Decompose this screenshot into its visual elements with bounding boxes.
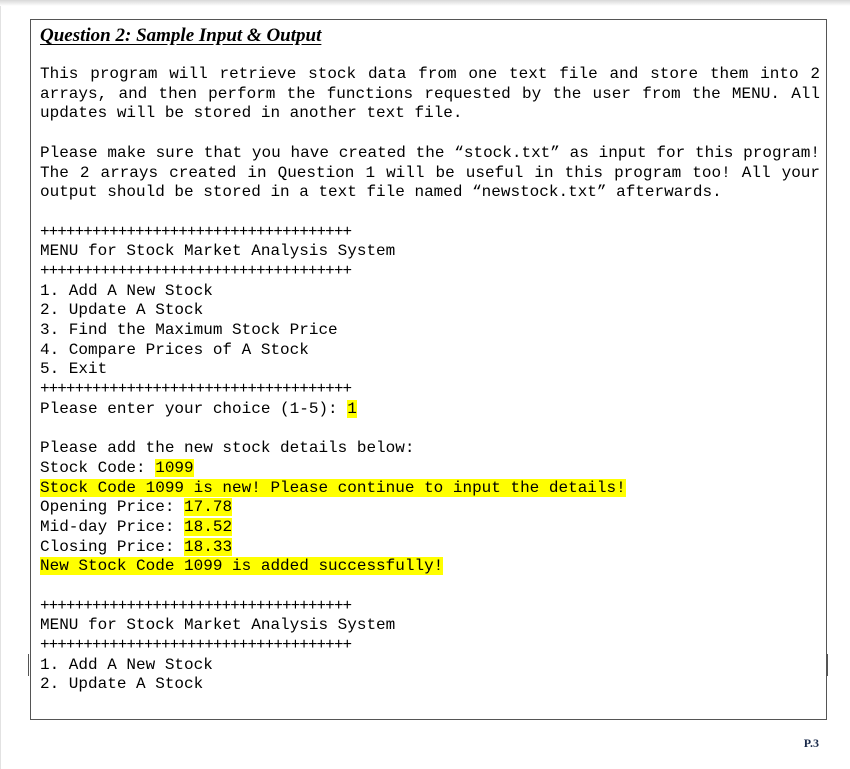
menu-option-exit: 5. Exit [40,360,108,379]
opening-price-value: 17.78 [184,498,233,517]
success-message-line [40,557,820,577]
opening-price-line [40,498,820,518]
add-stock-header: Please add the new stock details below: [40,439,415,458]
opening-price-label: Opening Price: [40,498,185,517]
choice-prompt: Please enter your choice (1-5): [40,399,348,418]
menu-separator: ++++++++++++++++++++++++++++++++++++ [40,222,352,241]
crop-mark-left [28,654,29,676]
menu-option-add: 1. Add A New Stock [40,655,213,674]
page-number: P.3 [803,736,819,750]
menu-option-max: 3. Find the Maximum Stock Price [40,321,338,340]
menu-heading: MENU for Stock Market Analysis System [40,242,396,261]
midday-price-label: Mid-day Price: [40,517,185,536]
stock-code-label: Stock Code: [40,458,156,477]
new-stock-message-line [40,479,820,499]
menu-option-update: 2. Update A Stock [40,301,204,320]
midday-price-value: 18.52 [184,517,233,536]
intro-paragraph-1: This program will retrieve stock data from one text file and store them into 2 arrays, and then perform the functions requested by the user from the MENU. All updates will be stored in another text file. [40,65,820,123]
console-content [40,65,820,695]
menu-heading: MENU for Stock Market Analysis System [40,616,396,635]
closing-price-line [40,538,820,558]
intro-paragraph-2: Please make sure that you have created the “stock.txt” as input for this program! The 2 arrays created in Question 1 will be useful in this program too! All your output should be stored in a text file named “newstock.txt” afterwards. [40,143,820,202]
crop-mark-right [827,654,828,676]
menu-separator: ++++++++++++++++++++++++++++++++++++ [40,380,352,399]
stock-code-value: 1099 [155,458,194,477]
midday-price-line [40,518,820,538]
page-top-shadow [0,0,850,6]
sample-io-box [30,19,827,720]
closing-price-value: 18.33 [184,537,233,556]
menu-separator: ++++++++++++++++++++++++++++++++++++ [40,596,352,615]
menu-separator: ++++++++++++++++++++++++++++++++++++ [40,636,352,655]
stock-code-line [40,459,820,479]
menu-option-update: 2. Update A Stock [40,675,204,694]
success-message: New Stock Code 1099 is added successfully! [40,557,444,576]
choice-input-value: 1 [347,399,357,418]
closing-price-label: Closing Price: [40,537,185,556]
menu-option-add: 1. Add A New Stock [40,281,213,300]
section-title: Question 2: Sample Input & Output [40,25,322,46]
menu-option-compare: 4. Compare Prices of A Stock [40,340,309,359]
new-stock-message: Stock Code 1099 is new! Please continue to input the details! [40,478,626,497]
page-left-edge [0,6,1,769]
menu-separator: ++++++++++++++++++++++++++++++++++++ [40,261,352,280]
choice-prompt-line [40,400,820,420]
